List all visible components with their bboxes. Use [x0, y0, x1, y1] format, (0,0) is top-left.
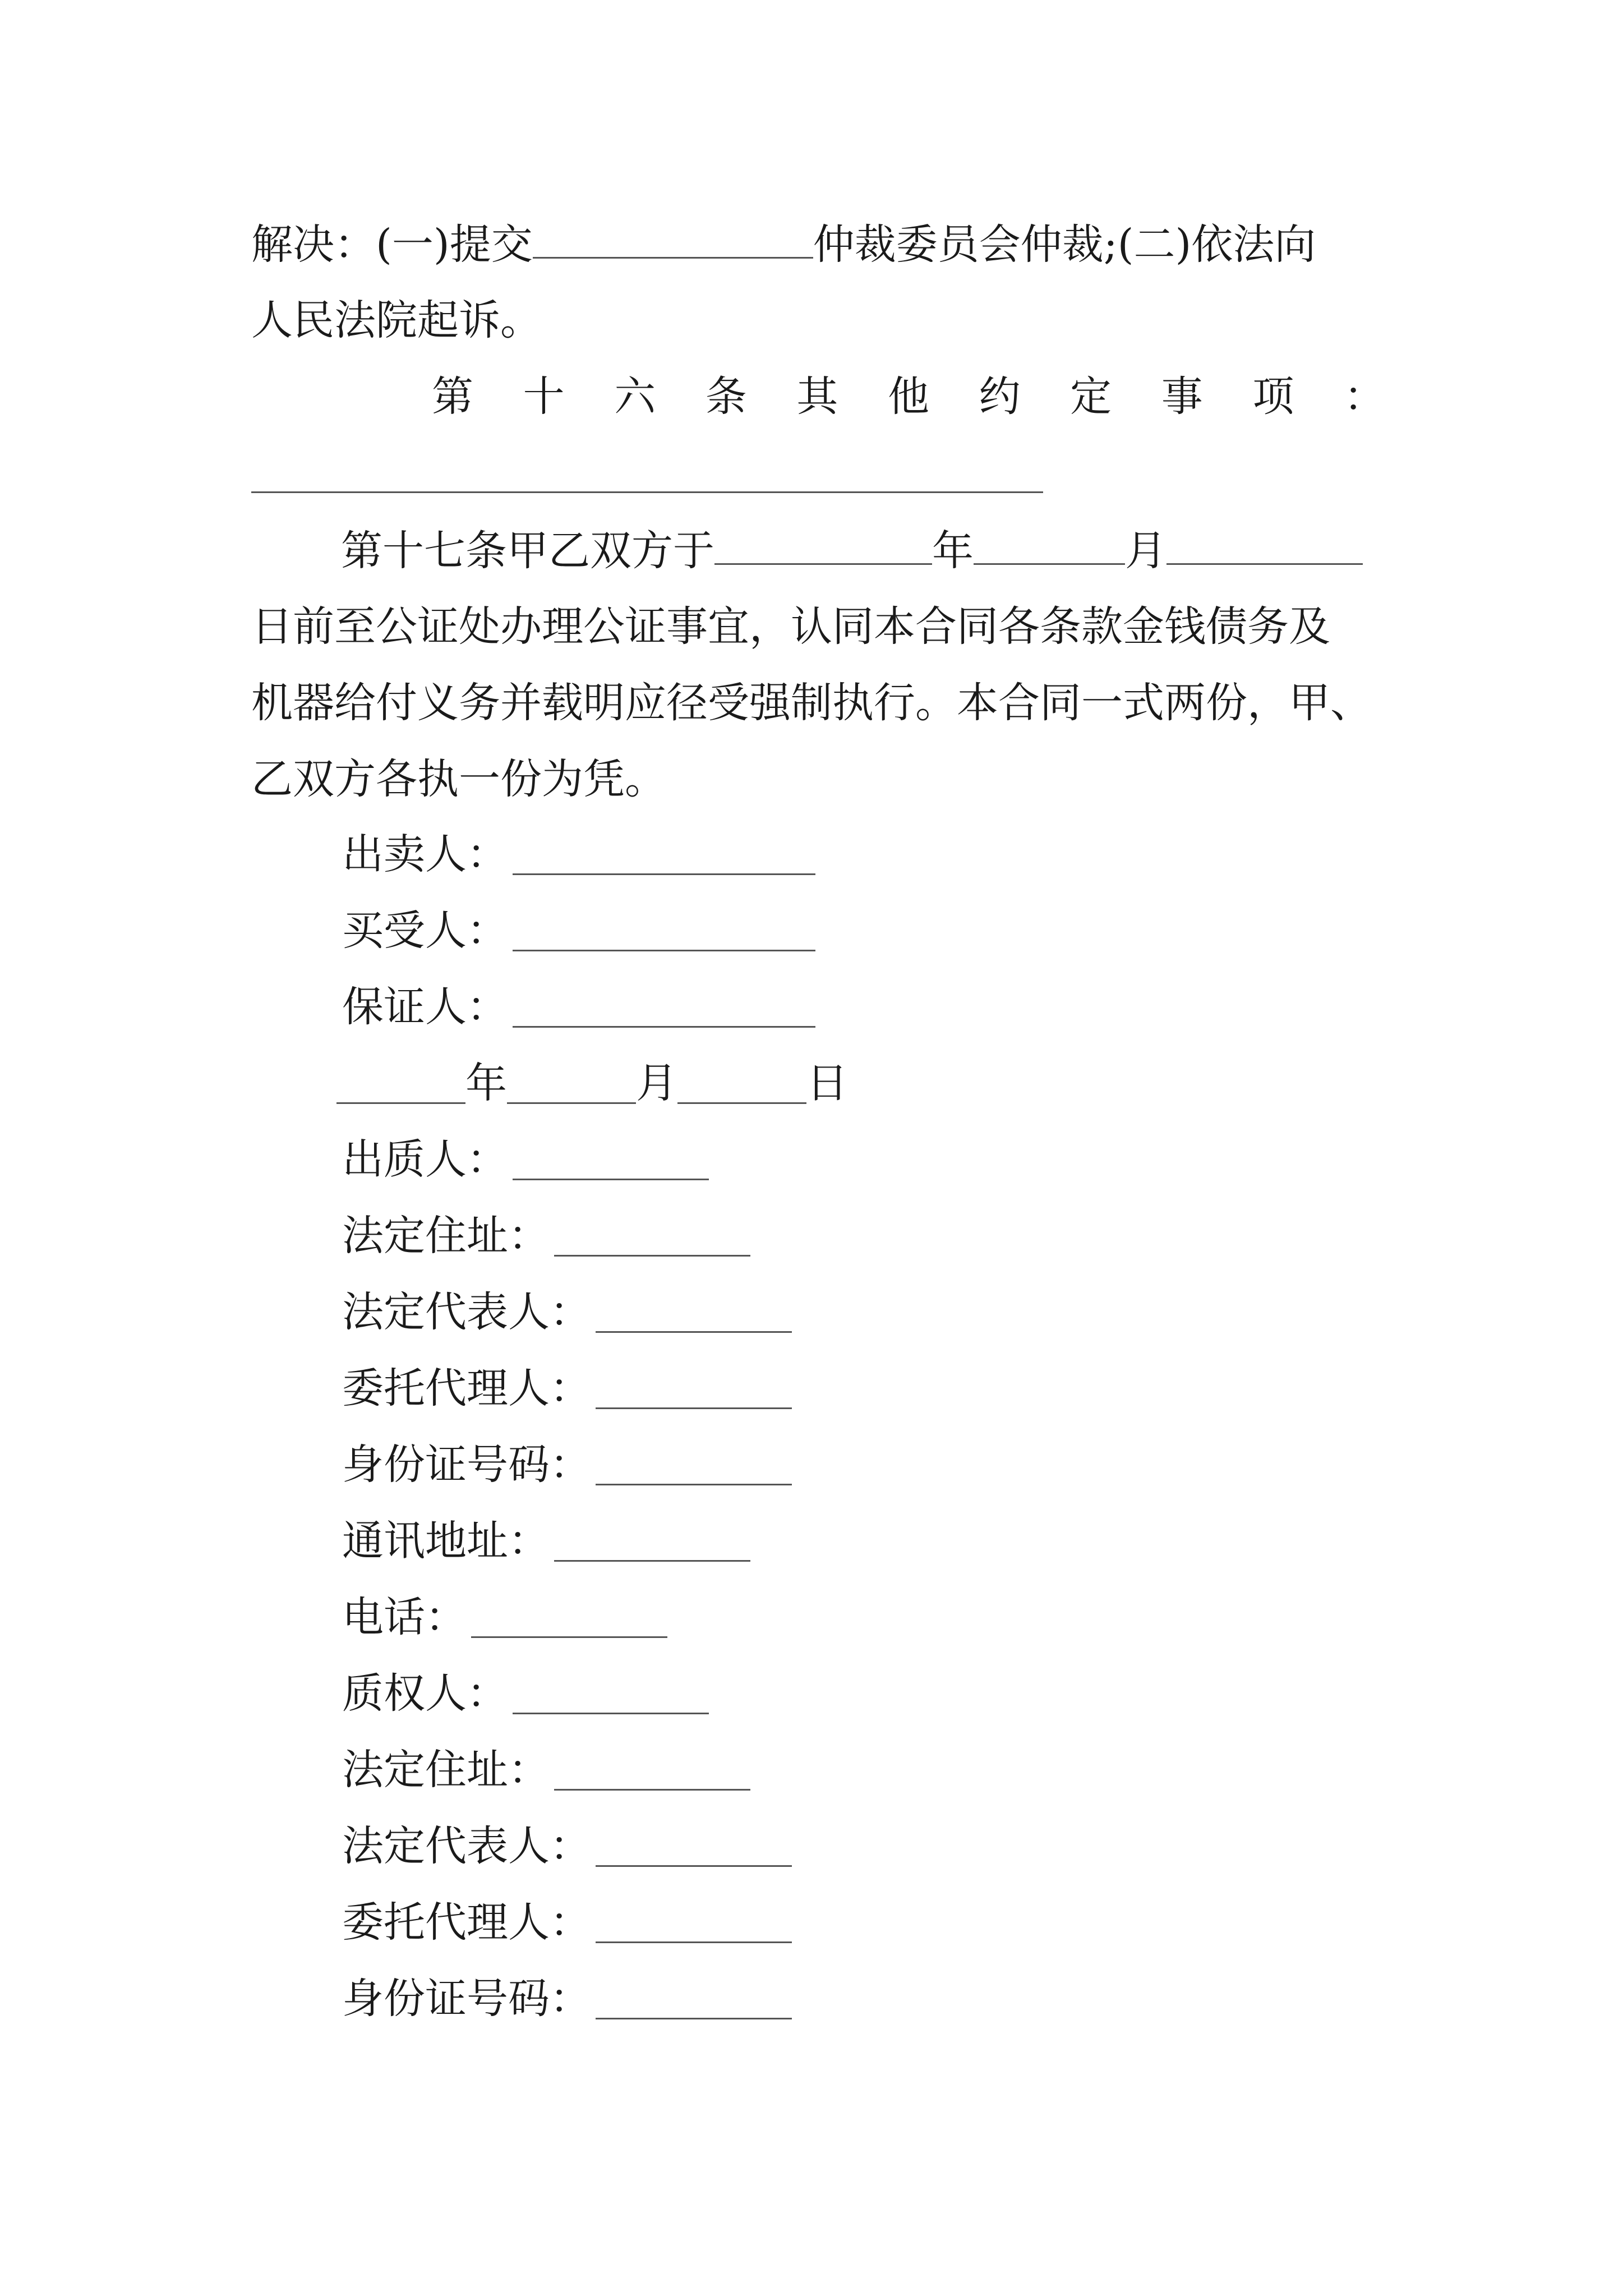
- clause16-char: 六: [614, 372, 656, 421]
- pledgor-agent-label: 委托代理人：: [342, 1364, 591, 1412]
- clause17-line1: [341, 527, 1363, 575]
- pledgee-blank[interactable]: [513, 1679, 709, 1714]
- pledgor-legal-rep-label: 法定代表人：: [342, 1288, 591, 1336]
- date-year-label: 年: [465, 1059, 507, 1107]
- pledgor-mail-blank[interactable]: [554, 1526, 750, 1562]
- pledgor-agent-row: [342, 1364, 792, 1412]
- pledgee-address-label: 法定住址：: [342, 1746, 550, 1794]
- seller-blank[interactable]: [513, 840, 815, 875]
- pledgee-address-blank[interactable]: [554, 1755, 750, 1791]
- pledgee-agent-label: 委托代理人：: [342, 1898, 591, 1947]
- pledgee-id-label: 身份证号码：: [342, 1975, 591, 2023]
- buyer-label: 买受人：: [342, 907, 508, 955]
- date-day-blank[interactable]: [677, 1069, 806, 1104]
- clause16-heading: [432, 372, 1385, 421]
- seller-row: [342, 830, 815, 878]
- clause15-text-part2: 仲裁委员会仲裁;(二)依法向: [813, 220, 1316, 269]
- pledgor-agent-blank[interactable]: [596, 1374, 792, 1409]
- guarantor-label: 保证人：: [342, 983, 508, 1031]
- pledgor-phone-blank[interactable]: [471, 1603, 667, 1638]
- pledgor-phone-label: 电话：: [342, 1593, 467, 1641]
- pledgor-label: 出质人：: [342, 1135, 508, 1184]
- clause16-char: 第: [432, 372, 473, 421]
- clause16-char: 约: [979, 372, 1021, 421]
- pledgor-address-blank[interactable]: [554, 1221, 750, 1257]
- clause16-char: 条: [705, 372, 747, 421]
- pledgor-legal-rep-row: [342, 1288, 792, 1336]
- pledgee-legal-rep-label: 法定代表人：: [342, 1822, 591, 1870]
- month-blank[interactable]: [974, 530, 1125, 565]
- month-label: 月: [1125, 527, 1166, 575]
- year-blank[interactable]: [714, 530, 932, 565]
- date-day-label: 日: [806, 1059, 848, 1107]
- pledgor-phone-row: [342, 1593, 667, 1641]
- pledgee-agent-blank[interactable]: [596, 1908, 792, 1943]
- pledgor-row: [342, 1135, 709, 1184]
- clause17-line3: 机器给付义务并载明应径受强制执行。本合同一式两份，甲、: [251, 679, 1372, 727]
- pledgor-legal-rep-blank[interactable]: [596, 1297, 792, 1333]
- buyer-blank[interactable]: [513, 916, 815, 951]
- clause16-char: 十: [523, 372, 565, 421]
- seller-label: 出卖人：: [342, 830, 508, 878]
- pledgee-legal-rep-blank[interactable]: [596, 1832, 792, 1867]
- pledgor-id-blank[interactable]: [596, 1450, 792, 1485]
- clause17-line2: 日前至公证处办理公证事宜，认同本合同各条款金钱债务及: [251, 602, 1330, 651]
- pledgor-mail-label: 通讯地址：: [342, 1517, 550, 1565]
- pledgor-id-label: 身份证号码：: [342, 1441, 591, 1489]
- pledgor-mail-row: [342, 1517, 750, 1565]
- date-year-blank[interactable]: [336, 1069, 465, 1104]
- guarantor-row: [342, 983, 815, 1031]
- pledgee-label: 质权人：: [342, 1669, 508, 1718]
- clause17-line4: 乙双方各执一份为凭。: [251, 755, 666, 803]
- clause16-blank[interactable]: [251, 491, 1043, 493]
- arbitration-committee-blank[interactable]: [533, 223, 813, 259]
- year-label: 年: [932, 527, 974, 575]
- clause16-char: 他: [887, 372, 929, 421]
- pledgor-id-row: [342, 1441, 792, 1489]
- clause15-line2: 人民法院起诉。: [251, 296, 542, 344]
- buyer-row: [342, 907, 815, 955]
- guarantor-blank[interactable]: [513, 992, 815, 1028]
- clause17-text: 第十七条甲乙双方于: [341, 527, 714, 575]
- clause15-text-part1: 解决：(一)提交: [251, 220, 533, 269]
- clause16-char: 定: [1070, 372, 1112, 421]
- day-blank[interactable]: [1166, 530, 1363, 565]
- pledgee-legal-rep-row: [342, 1822, 792, 1870]
- pledgor-address-label: 法定住址：: [342, 1212, 550, 1260]
- pledgor-blank[interactable]: [513, 1145, 709, 1180]
- pledgor-address-row: [342, 1212, 750, 1260]
- clause15-line1: [251, 220, 1316, 269]
- pledgee-row: [342, 1669, 709, 1718]
- date-month-label: 月: [636, 1059, 677, 1107]
- pledgee-agent-row: [342, 1898, 792, 1947]
- date-month-blank[interactable]: [507, 1069, 636, 1104]
- pledgee-id-row: [342, 1975, 792, 2023]
- pledgee-address-row: [342, 1746, 750, 1794]
- pledgee-id-blank[interactable]: [596, 1984, 792, 2019]
- clause16-char: 项: [1252, 372, 1294, 421]
- date-row: [336, 1059, 848, 1107]
- clause16-char: 事: [1161, 372, 1203, 421]
- clause16-char: 其: [796, 372, 838, 421]
- clause16-char: ：: [1343, 372, 1385, 421]
